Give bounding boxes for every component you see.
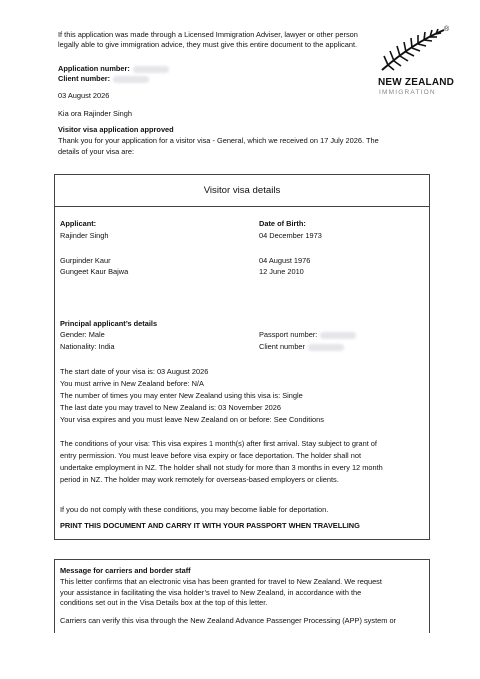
- registered-mark: ®: [444, 26, 450, 33]
- arrive-before: You must arrive in New Zealand before: N/A: [60, 379, 204, 388]
- last-travel-date: The last date you may travel to New Zealand is: 03 November 2026: [60, 403, 282, 412]
- applicant-name: Gurpinder Kaur: [60, 256, 111, 265]
- visa-details-title: Visitor visa details: [203, 185, 281, 196]
- entries-allowed: The number of times you may enter New Zealand using this visa is: Single: [60, 391, 303, 400]
- applicant-dob: 12 June 2010: [259, 267, 304, 276]
- adviser-notice: [58, 30, 378, 51]
- letter-date: 03 August 2026: [58, 91, 110, 100]
- conditions-line: period in NZ. The holder may work remotely for overseas-based employers or clients.: [60, 475, 339, 484]
- client-number: Client number:: [58, 74, 418, 84]
- approval-title: Visitor visa application approved: [58, 125, 174, 134]
- thanks-line-2: details of your visa are:: [58, 147, 134, 156]
- visa-details-box: [54, 174, 430, 540]
- applicant-dob: 04 December 1973: [259, 231, 322, 240]
- carriers-title: Message for carriers and border staff: [60, 566, 191, 575]
- applicant-name: Rajinder Singh: [60, 231, 109, 240]
- carriers-verify: Carriers can verify this visa through the New Zealand Advance Passenger Processing (APP) system or: [60, 616, 397, 625]
- thanks-line-1: Thank you for your application for a visitor visa - General, which we received on 17 July 2026. The: [58, 136, 379, 145]
- greeting: Kia ora Rajinder Singh: [58, 109, 132, 118]
- redacted-value: [113, 76, 149, 83]
- visa-start-date: The start date of your visa is: 03 August 2026: [60, 367, 209, 376]
- conditions-line: undertake employment in NZ. The holder shall not study for more than 3 months in every 12 month: [60, 463, 383, 472]
- adviser-notice-line-1: If this application was made through a Licensed Immigration Adviser, lawyer or other person: [58, 30, 358, 39]
- applicant-name: Gungeet Kaur Bajwa: [60, 267, 129, 276]
- nationality: Nationality: India: [60, 342, 115, 351]
- logo-name: NEW ZEALAND: [378, 77, 455, 88]
- logo-subtitle: IMMIGRATION: [379, 89, 436, 96]
- title-divider: [55, 206, 429, 207]
- carriers-message-box: [54, 559, 430, 633]
- deportation-warning: If you do not comply with these conditions, you may become liable for deportation.: [60, 505, 329, 514]
- carriers-line: your assistance in facilitating the visa holder’s travel to New Zealand, in accordance with the: [60, 587, 362, 597]
- adviser-notice-line-2: legally able to give immigration advice, they must give this entire document to the applicant.: [58, 40, 358, 50]
- visa-conditions: [60, 439, 424, 487]
- redacted-value: [308, 344, 344, 351]
- principal-title: Principal applicant’s details: [60, 319, 158, 328]
- conditions-line: The conditions of your visa: This visa expires 1 month(s) after first arrival. Stay subject to grant of: [60, 439, 377, 448]
- conditions-line: entry permission. You must leave before visa expiry or face deportation. The holder shall not: [60, 451, 361, 460]
- applicant-label: Applicant:: [60, 219, 97, 228]
- gender: Gender: Male: [60, 330, 105, 339]
- client-number-detail: Client number: [259, 342, 344, 352]
- passport-number: Passport number:: [259, 330, 356, 340]
- carriers-line: conditions set out in the Visa Details box at the top of this letter.: [60, 598, 268, 607]
- applicant-dob: 04 August 1976: [259, 256, 311, 265]
- print-notice: PRINT THIS DOCUMENT AND CARRY IT WITH YOUR PASSPORT WHEN TRAVELLING: [60, 521, 360, 530]
- dob-label: Date of Birth:: [259, 219, 306, 228]
- application-number: Application number:: [58, 64, 418, 74]
- visa-expiry: Your visa expires and you must leave New Zealand on or before: See Conditions: [60, 415, 324, 424]
- carriers-message: [60, 577, 424, 609]
- redacted-value: [133, 66, 169, 73]
- redacted-value: [320, 332, 356, 339]
- carriers-line: This letter confirms that an electronic visa has been granted for travel to New Zealand. We request: [60, 577, 382, 586]
